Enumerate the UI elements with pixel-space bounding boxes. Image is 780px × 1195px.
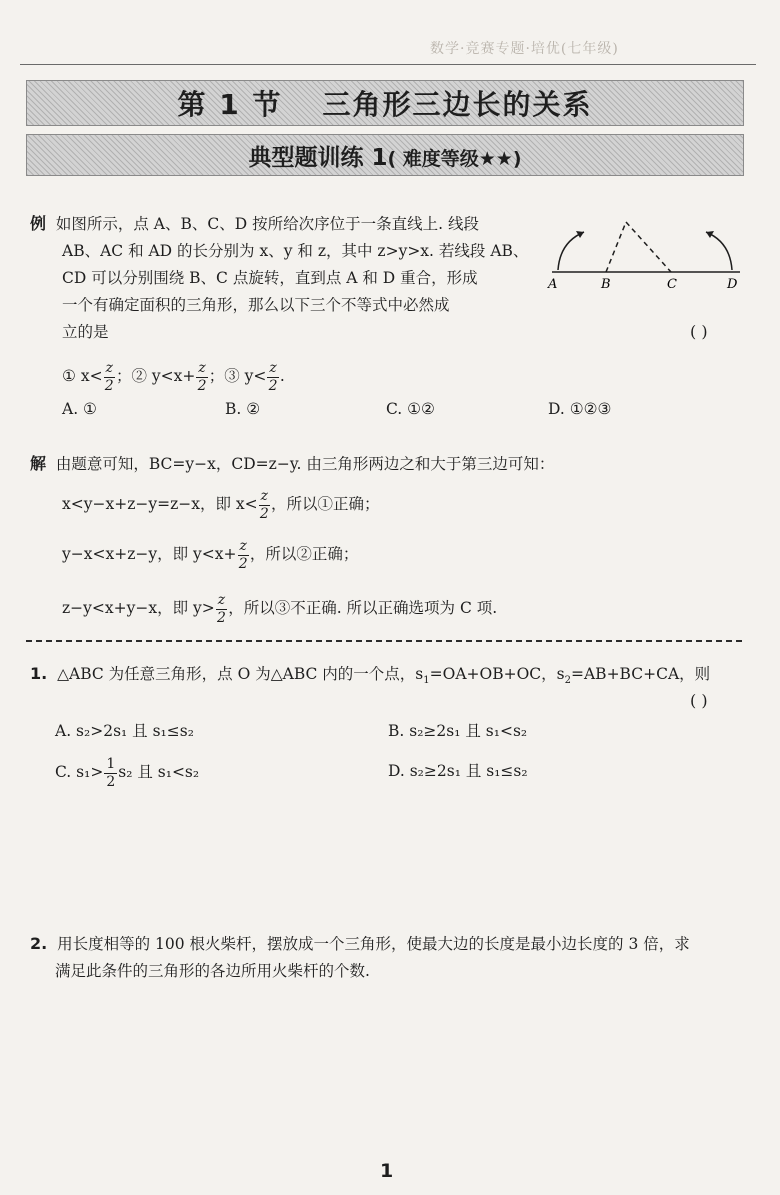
figure-dashed-side-ab (606, 222, 626, 272)
solution-text-1: 由题意可知，BC=y−x，CD=z−y. 由三角形两边之和大于第三边可知： (55, 455, 555, 473)
problem-2-line-1: 2. 用长度相等的 100 根火柴杆，摆放成一个三角形，使最大边的长度是最小边长度的 3 倍，求 (30, 934, 690, 953)
problem-1-answer-blank: ( ) (690, 691, 708, 710)
solution-label: 解 (30, 454, 47, 473)
example-figure (540, 210, 750, 295)
problem-2-line-2: 满足此条件的三角形的各边所用火柴杆的个数. (55, 962, 370, 980)
ineq-1-text: ① x< (62, 367, 103, 385)
figure-label-a: A (548, 277, 558, 292)
section-number: 第 1 节 (177, 88, 283, 121)
option-a: A. ① (62, 400, 97, 418)
example-text-1: 如图所示，点 A、B、C、D 按所给次序位于一条直线上. 线段 (55, 215, 479, 233)
option-b: B. ② (225, 400, 261, 418)
figure-label-c: C (667, 277, 677, 292)
training-subtitle-band (26, 134, 744, 176)
figure-arrowhead-left (576, 231, 584, 238)
section-title-text: 三角形三边长的关系 (322, 88, 593, 121)
solution-line-1 (30, 453, 554, 475)
section-title (164, 83, 607, 123)
header-rule (20, 64, 756, 65)
solution-step-3: z−y<x+y−x，即 y> $\frac{z}{2}$ ，所以③不正确. 所以正确选项为 C 项. (62, 591, 498, 626)
solution-step-1: x<y−x+z−y=z−x，即 x< $\frac{z}{2}$ ，所以①正确； (62, 487, 380, 522)
example-line-4: 一个有确定面积的三角形，那么以下三个不等式中必然成 (62, 296, 450, 314)
problem-1-stem: 1. △ABC 为任意三角形，点 O 为△ABC 内的一个点，$s_1=OA+OB+OC$，$s_2=AB+BC+CA$，则 (30, 664, 711, 687)
step-3-fraction: $\frac{z}{2}$ (217, 591, 226, 626)
example-label: 例 (30, 214, 47, 233)
step-1-fraction: $\frac{z}{2}$ (259, 487, 269, 522)
option-c-fraction: $\frac{1}{2}$ (106, 755, 116, 790)
training-subtitle (248, 139, 521, 172)
section-divider (26, 640, 742, 642)
problem-1-option-a: A. s₂>2s₁ 且 s₁≤s₂ (55, 722, 194, 740)
page-number: 1 (380, 1160, 394, 1182)
example-line-2: AB、AC 和 AD 的长分别为 x、y 和 z，其中 z>y>x. 若线段 AB、 (62, 242, 529, 260)
figure-label-b: B (601, 277, 611, 292)
ineq-2-fraction: $\frac{z}{2}$ (197, 359, 207, 394)
running-head: 数学·竞赛专题·培优(七年级) (430, 41, 619, 57)
difficulty-level: ( 难度等级★★) (387, 147, 522, 170)
solution-step-2: y−x<x+z−y，即 y<x+ $\frac{z}{2}$ ，所以②正确； (62, 537, 359, 572)
ineq-3-text: ；③ y< (208, 367, 267, 385)
example-inequalities: ① x< $\frac{z}{2}$ ；② y<x+ $\frac{z}{2}$ ；③ y< $\frac{z}{2}$ . (62, 359, 285, 394)
figure-arrowhead-right (706, 231, 714, 238)
ineq-3-fraction: $\frac{z}{2}$ (268, 359, 278, 394)
figure-dashed-side-cd (626, 222, 671, 272)
option-c: C. ①② (386, 400, 435, 418)
figure-label-d: D (727, 277, 738, 292)
problem-1-option-d: D. s₂≥2s₁ 且 s₁≤s₂ (388, 762, 528, 780)
problem-1-option-c: C. s₁> $\frac{1}{2}$ s₂ 且 s₁<s₂ (55, 755, 200, 790)
example-line-1 (30, 213, 479, 235)
subtitle-main: 典型题训练 1 (248, 144, 388, 171)
step-2-fraction: $\frac{z}{2}$ (238, 537, 248, 572)
option-d: D. ①②③ (548, 400, 612, 418)
problem-1-option-b: B. s₂≥2s₁ 且 s₁<s₂ (388, 722, 528, 740)
example-answer-blank: ( ) (690, 322, 708, 341)
section-title-band (26, 80, 744, 126)
ineq-1-fraction: $\frac{z}{2}$ (104, 359, 114, 394)
example-line-3: CD 可以分别围绕 B、C 点旋转，直到点 A 和 D 重合，形成 (62, 269, 478, 287)
example-line-5: 立的是 (62, 323, 109, 341)
ineq-2-text: ；② y<x+ (115, 367, 196, 385)
problem-2-number: 2. (30, 934, 48, 953)
problem-1-number: 1. (30, 664, 48, 683)
